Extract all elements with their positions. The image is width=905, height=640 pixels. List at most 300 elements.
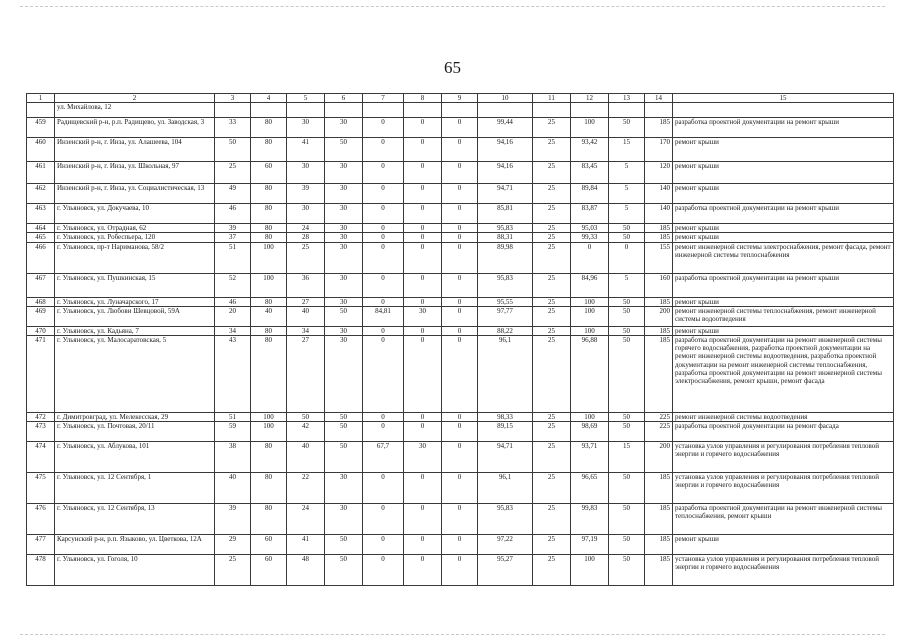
row-col7: 0 — [363, 535, 404, 555]
row-col6: 30 — [325, 233, 363, 242]
row-number: 464 — [27, 224, 55, 233]
row-col10: 95,27 — [478, 555, 533, 586]
row-work-description: ремонт инженерной системы водоотведения — [673, 413, 894, 422]
column-header: 6 — [325, 94, 363, 103]
row-col14: 200 — [645, 442, 673, 473]
column-header: 7 — [363, 94, 404, 103]
row-col7: 0 — [363, 224, 404, 233]
row-col9: 0 — [442, 184, 478, 204]
row-col9: 0 — [442, 273, 478, 297]
row-address: Карсунский р-н, р.п. Языково, ул. Цветкова, 12А — [55, 535, 215, 555]
row-col6: 30 — [325, 336, 363, 413]
row-col11: 25 — [533, 162, 571, 184]
row-col3: 59 — [215, 422, 251, 442]
row-col8: 0 — [404, 504, 442, 535]
row-col3: 51 — [215, 413, 251, 422]
row-col13: 0 — [609, 242, 645, 273]
row-number: 469 — [27, 306, 55, 326]
row-col8: 0 — [404, 422, 442, 442]
row-col9: 0 — [442, 473, 478, 504]
column-header: 15 — [673, 94, 894, 103]
row-address: г. Ульяновск, ул. Докучаева, 10 — [55, 204, 215, 224]
row-col11: 25 — [533, 273, 571, 297]
row-work-description: разработка проектной документации на ремонт инженерной системы теплоснабжения, ремонт крыши — [673, 504, 894, 535]
row-col8: 0 — [404, 555, 442, 586]
row-col14: 225 — [645, 413, 673, 422]
row-col6: 30 — [325, 184, 363, 204]
row-col7: 0 — [363, 336, 404, 413]
row-col7: 0 — [363, 297, 404, 306]
row-col6: 50 — [325, 422, 363, 442]
row-col8: 0 — [404, 326, 442, 335]
table-row — [27, 413, 894, 422]
row-address: ул. Михайлова, 12 — [55, 103, 215, 118]
row-col12: 96,88 — [571, 336, 609, 413]
row-number: 462 — [27, 184, 55, 204]
row-col7: 84,81 — [363, 306, 404, 326]
row-col3: 29 — [215, 535, 251, 555]
row-number: 470 — [27, 326, 55, 335]
row-work-description: разработка проектной документации на ремонт крыши — [673, 118, 894, 138]
row-col4: 80 — [251, 224, 287, 233]
row-work-description: разработка проектной документации на ремонт крыши — [673, 273, 894, 297]
table-row — [27, 442, 894, 473]
row-col8: 0 — [404, 184, 442, 204]
row-col8: 0 — [404, 233, 442, 242]
row-col6: 30 — [325, 326, 363, 335]
row-work-description: ремонт инженерной системы теплоснабжения, ремонт инженерной системы водоотведения — [673, 306, 894, 326]
row-col6: 30 — [325, 473, 363, 504]
table-row — [27, 204, 894, 224]
row-col14: 185 — [645, 118, 673, 138]
row-col5: 41 — [287, 535, 325, 555]
row-col11: 25 — [533, 504, 571, 535]
row-col9: 0 — [442, 422, 478, 442]
row-col13: 50 — [609, 233, 645, 242]
scan-edge-top — [20, 6, 885, 7]
table-row — [27, 138, 894, 162]
row-col11: 25 — [533, 233, 571, 242]
column-header: 10 — [478, 94, 533, 103]
row-address: г. Димитровград, ул. Мелекесская, 29 — [55, 413, 215, 422]
row-col5: 40 — [287, 306, 325, 326]
column-header: 11 — [533, 94, 571, 103]
table-row — [27, 224, 894, 233]
row-col5: 30 — [287, 118, 325, 138]
row-col13: 50 — [609, 306, 645, 326]
column-header: 5 — [287, 94, 325, 103]
row-col13 — [609, 103, 645, 118]
row-col9: 0 — [442, 162, 478, 184]
row-col4 — [251, 103, 287, 118]
row-col7: 0 — [363, 162, 404, 184]
column-header: 3 — [215, 94, 251, 103]
table-row — [27, 473, 894, 504]
table-row — [27, 306, 894, 326]
row-col3: 49 — [215, 184, 251, 204]
row-col12: 95,03 — [571, 224, 609, 233]
row-address: г. Ульяновск, ул. Малосаратовская, 5 — [55, 336, 215, 413]
row-col12: 100 — [571, 555, 609, 586]
row-col8: 0 — [404, 118, 442, 138]
row-col4: 80 — [251, 118, 287, 138]
row-col12: 93,71 — [571, 442, 609, 473]
row-col3: 37 — [215, 233, 251, 242]
row-col13: 50 — [609, 224, 645, 233]
row-col3: 34 — [215, 326, 251, 335]
row-work-description: установка узлов управления и регулирования потребления тепловой энергии и горячего водоснабжения — [673, 473, 894, 504]
row-address: г. Ульяновск, ул. Почтовая, 20/11 — [55, 422, 215, 442]
row-col13: 50 — [609, 422, 645, 442]
column-header: 9 — [442, 94, 478, 103]
row-col6: 30 — [325, 273, 363, 297]
row-address: г. Ульяновск, ул. Робеспьера, 120 — [55, 233, 215, 242]
row-col13: 50 — [609, 118, 645, 138]
row-col5: 41 — [287, 138, 325, 162]
row-number: 468 — [27, 297, 55, 306]
row-col11: 25 — [533, 442, 571, 473]
row-number: 471 — [27, 336, 55, 413]
row-col5: 22 — [287, 473, 325, 504]
column-header: 2 — [55, 94, 215, 103]
table-row — [27, 422, 894, 442]
row-col8: 0 — [404, 297, 442, 306]
row-col10: 97,77 — [478, 306, 533, 326]
row-col11: 25 — [533, 413, 571, 422]
row-col14: 160 — [645, 273, 673, 297]
row-col6: 50 — [325, 413, 363, 422]
row-col13: 50 — [609, 326, 645, 335]
row-col13: 50 — [609, 504, 645, 535]
row-work-description: разработка проектной документации на ремонт фасада — [673, 422, 894, 442]
row-col14: 155 — [645, 242, 673, 273]
column-header: 14 — [645, 94, 673, 103]
row-col7: 0 — [363, 233, 404, 242]
row-col12: 96,65 — [571, 473, 609, 504]
table-row — [27, 118, 894, 138]
row-col10 — [478, 103, 533, 118]
row-address: г. Ульяновск, ул. Аблукова, 101 — [55, 442, 215, 473]
row-col14: 185 — [645, 326, 673, 335]
row-col7: 67,7 — [363, 442, 404, 473]
row-work-description: ремонт инженерной системы электроснабжения, ремонт фасада, ремонт инженерной системы теплоснабжения — [673, 242, 894, 273]
row-work-description: ремонт крыши — [673, 162, 894, 184]
row-col3: 46 — [215, 204, 251, 224]
row-number: 477 — [27, 535, 55, 555]
table-row — [27, 336, 894, 413]
row-work-description: установка узлов управления и регулирования потребления тепловой энергии и горячего водоснабжения — [673, 555, 894, 586]
row-col12: 99,33 — [571, 233, 609, 242]
row-col11: 25 — [533, 326, 571, 335]
page-number: 65 — [444, 58, 461, 77]
row-col4: 80 — [251, 336, 287, 413]
row-col12: 99,83 — [571, 504, 609, 535]
row-col10: 88,31 — [478, 233, 533, 242]
row-col12: 100 — [571, 118, 609, 138]
row-col9: 0 — [442, 138, 478, 162]
row-col10: 94,71 — [478, 442, 533, 473]
row-col6: 30 — [325, 204, 363, 224]
row-col7: 0 — [363, 204, 404, 224]
table-row — [27, 233, 894, 242]
row-address: г. Ульяновск, ул. 12 Сентября, 13 — [55, 504, 215, 535]
row-col4: 60 — [251, 555, 287, 586]
row-col5: 27 — [287, 336, 325, 413]
row-col3: 39 — [215, 504, 251, 535]
row-col11: 25 — [533, 138, 571, 162]
row-col13: 5 — [609, 162, 645, 184]
row-address: г. Ульяновск, ул. Любови Шевцовой, 59А — [55, 306, 215, 326]
row-col4: 100 — [251, 242, 287, 273]
row-col11: 25 — [533, 555, 571, 586]
row-col8: 0 — [404, 473, 442, 504]
row-col14: 185 — [645, 504, 673, 535]
row-col9: 0 — [442, 442, 478, 473]
row-col10: 89,15 — [478, 422, 533, 442]
row-address: Радищевский р-н, р.п. Радищево, ул. Заводская, 3 — [55, 118, 215, 138]
table-row — [27, 535, 894, 555]
row-col13: 50 — [609, 535, 645, 555]
row-work-description: ремонт крыши — [673, 297, 894, 306]
row-address: г. Ульяновск, ул. Пушкинская, 15 — [55, 273, 215, 297]
row-col13: 50 — [609, 336, 645, 413]
row-address: Инзенский р-н, г. Инза, ул. Школьная, 97 — [55, 162, 215, 184]
row-col5: 27 — [287, 297, 325, 306]
row-col7: 0 — [363, 413, 404, 422]
row-col6: 30 — [325, 162, 363, 184]
row-col8: 0 — [404, 138, 442, 162]
row-col7: 0 — [363, 555, 404, 586]
row-col8: 0 — [404, 162, 442, 184]
row-col8: 30 — [404, 306, 442, 326]
row-col14: 225 — [645, 422, 673, 442]
row-col11 — [533, 103, 571, 118]
row-col7: 0 — [363, 504, 404, 535]
table-row — [27, 184, 894, 204]
row-col7: 0 — [363, 473, 404, 504]
row-col8: 0 — [404, 204, 442, 224]
row-col3: 33 — [215, 118, 251, 138]
row-col10: 88,22 — [478, 326, 533, 335]
row-col5: 39 — [287, 184, 325, 204]
row-col12: 89,84 — [571, 184, 609, 204]
row-col13: 50 — [609, 413, 645, 422]
row-col11: 25 — [533, 224, 571, 233]
row-col11: 25 — [533, 297, 571, 306]
row-col10: 96,1 — [478, 473, 533, 504]
row-number: 460 — [27, 138, 55, 162]
row-col11: 25 — [533, 118, 571, 138]
row-col5: 50 — [287, 413, 325, 422]
row-col14: 185 — [645, 535, 673, 555]
row-col10: 98,33 — [478, 413, 533, 422]
row-work-description: разработка проектной документации на ремонт крыши — [673, 204, 894, 224]
row-col10: 89,98 — [478, 242, 533, 273]
row-address: г. Ульяновск, ул. Отрадная, 62 — [55, 224, 215, 233]
row-col6 — [325, 103, 363, 118]
row-work-description: разработка проектной документации на ремонт инженерной системы горячего водоснабжения, разработка проектной документации на ремонт инженерной системы водоотведения, разработка проектной документации на ремонт инженерной системы теплоснабжения, разработка проектной документации на ремонт инженерной системы электроснабжения, ремонт крыши, ремонт фасада — [673, 336, 894, 413]
row-col11: 25 — [533, 473, 571, 504]
register-table-body — [27, 94, 894, 586]
row-col7: 0 — [363, 422, 404, 442]
row-col13: 5 — [609, 273, 645, 297]
row-col9: 0 — [442, 242, 478, 273]
row-col10: 95,83 — [478, 504, 533, 535]
row-col9: 0 — [442, 504, 478, 535]
table-row — [27, 162, 894, 184]
row-col4: 100 — [251, 273, 287, 297]
row-col6: 50 — [325, 442, 363, 473]
register-table — [26, 93, 894, 586]
row-col8: 0 — [404, 242, 442, 273]
row-col9: 0 — [442, 336, 478, 413]
row-col4: 40 — [251, 306, 287, 326]
row-work-description: ремонт крыши — [673, 535, 894, 555]
row-col13: 15 — [609, 442, 645, 473]
row-col14: 185 — [645, 473, 673, 504]
row-number: 476 — [27, 504, 55, 535]
row-col8: 0 — [404, 336, 442, 413]
row-col14: 185 — [645, 297, 673, 306]
row-address: Инзенский р-н, г. Инза, ул. Социалистическая, 13 — [55, 184, 215, 204]
row-address: г. Ульяновск, ул. 12 Сентября, 1 — [55, 473, 215, 504]
row-col6: 50 — [325, 535, 363, 555]
row-col12: 83,87 — [571, 204, 609, 224]
row-col9 — [442, 103, 478, 118]
row-col14: 185 — [645, 224, 673, 233]
row-col11: 25 — [533, 336, 571, 413]
row-col5: 42 — [287, 422, 325, 442]
row-col3 — [215, 103, 251, 118]
column-header-row — [27, 94, 894, 103]
row-number: 472 — [27, 413, 55, 422]
row-col10: 94,16 — [478, 162, 533, 184]
row-col7: 0 — [363, 242, 404, 273]
row-number: 461 — [27, 162, 55, 184]
row-number: 474 — [27, 442, 55, 473]
row-col13: 15 — [609, 138, 645, 162]
row-number: 467 — [27, 273, 55, 297]
row-col6: 30 — [325, 242, 363, 273]
row-col6: 30 — [325, 504, 363, 535]
row-col6: 30 — [325, 118, 363, 138]
row-col14: 185 — [645, 336, 673, 413]
row-col3: 25 — [215, 555, 251, 586]
row-address: г. Ульяновск, ул. Гоголя, 10 — [55, 555, 215, 586]
row-col8: 0 — [404, 273, 442, 297]
row-col14: 200 — [645, 306, 673, 326]
row-col4: 60 — [251, 162, 287, 184]
row-number: 465 — [27, 233, 55, 242]
row-col14: 120 — [645, 162, 673, 184]
row-col11: 25 — [533, 422, 571, 442]
row-col11: 25 — [533, 204, 571, 224]
row-address: г. Ульяновск, ул. Кадьяна, 7 — [55, 326, 215, 335]
row-col13: 5 — [609, 184, 645, 204]
row-col10: 99,44 — [478, 118, 533, 138]
row-col10: 95,83 — [478, 224, 533, 233]
row-col3: 43 — [215, 336, 251, 413]
row-col13: 50 — [609, 297, 645, 306]
row-col14: 185 — [645, 555, 673, 586]
row-col9: 0 — [442, 535, 478, 555]
row-address: Инзенский р-н, г. Инза, ул. Алашеева, 104 — [55, 138, 215, 162]
row-col5: 40 — [287, 442, 325, 473]
column-header: 4 — [251, 94, 287, 103]
row-col11: 25 — [533, 306, 571, 326]
row-col7: 0 — [363, 184, 404, 204]
row-col12: 84,96 — [571, 273, 609, 297]
row-col5: 34 — [287, 326, 325, 335]
row-work-description: ремонт крыши — [673, 224, 894, 233]
row-col4: 80 — [251, 326, 287, 335]
row-col6: 30 — [325, 297, 363, 306]
table-row — [27, 242, 894, 273]
row-col6: 30 — [325, 224, 363, 233]
row-col11: 25 — [533, 184, 571, 204]
row-col7: 0 — [363, 326, 404, 335]
row-work-description: ремонт крыши — [673, 326, 894, 335]
column-header: 8 — [404, 94, 442, 103]
row-col4: 80 — [251, 204, 287, 224]
row-col3: 50 — [215, 138, 251, 162]
row-col14: 185 — [645, 233, 673, 242]
row-col11: 25 — [533, 535, 571, 555]
row-col13: 50 — [609, 473, 645, 504]
row-address: г. Ульяновск, ул. Луначарского, 17 — [55, 297, 215, 306]
row-col3: 25 — [215, 162, 251, 184]
table-row — [27, 297, 894, 306]
row-col8: 0 — [404, 224, 442, 233]
row-col10: 94,16 — [478, 138, 533, 162]
table-row — [27, 555, 894, 586]
row-col3: 51 — [215, 242, 251, 273]
row-address: г. Ульяновск, пр-т Нариманова, 58/2 — [55, 242, 215, 273]
column-header: 1 — [27, 94, 55, 103]
row-number: 475 — [27, 473, 55, 504]
row-work-description: ремонт крыши — [673, 233, 894, 242]
row-col12 — [571, 103, 609, 118]
row-col4: 80 — [251, 233, 287, 242]
row-number — [27, 103, 55, 118]
row-col5: 48 — [287, 555, 325, 586]
row-col12: 100 — [571, 306, 609, 326]
row-col5 — [287, 103, 325, 118]
row-col8: 30 — [404, 442, 442, 473]
row-col14: 170 — [645, 138, 673, 162]
row-col8: 0 — [404, 535, 442, 555]
row-col9: 0 — [442, 118, 478, 138]
row-col4: 80 — [251, 184, 287, 204]
row-col7: 0 — [363, 138, 404, 162]
row-col6: 50 — [325, 138, 363, 162]
row-col12: 100 — [571, 297, 609, 306]
row-work-description: ремонт крыши — [673, 138, 894, 162]
row-col4: 100 — [251, 422, 287, 442]
row-col3: 46 — [215, 297, 251, 306]
row-work-description — [673, 103, 894, 118]
row-col14: 140 — [645, 204, 673, 224]
table-row — [27, 273, 894, 297]
table-row — [27, 103, 894, 118]
row-col5: 24 — [287, 504, 325, 535]
row-col10: 94,71 — [478, 184, 533, 204]
row-col3: 38 — [215, 442, 251, 473]
row-col14 — [645, 103, 673, 118]
row-col12: 100 — [571, 413, 609, 422]
row-col5: 28 — [287, 233, 325, 242]
scan-edge-bottom — [20, 634, 885, 635]
